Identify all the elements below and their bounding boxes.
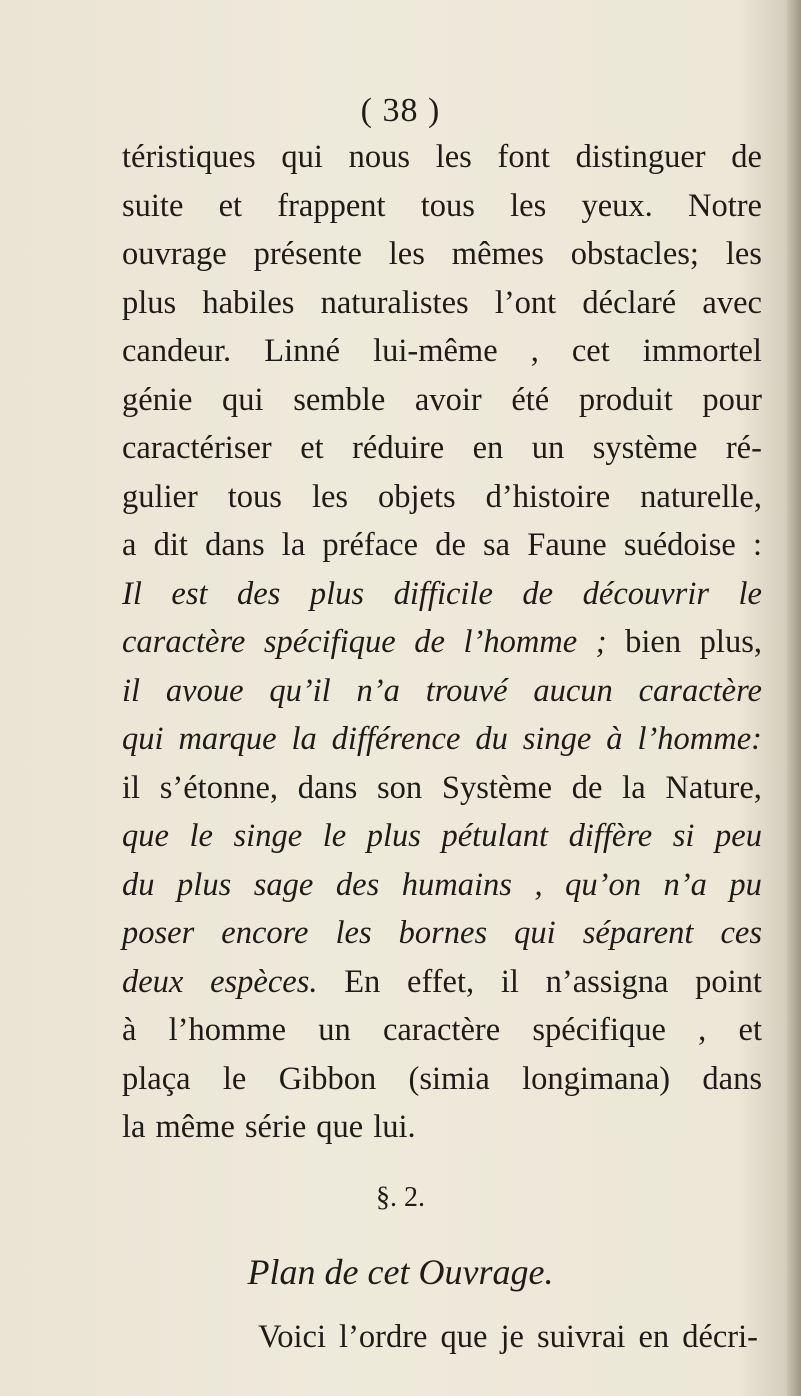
word: et xyxy=(300,430,324,466)
word: les xyxy=(335,915,372,951)
word: deux xyxy=(122,963,184,1000)
word: déclaré xyxy=(582,284,677,321)
word: immortel xyxy=(642,333,762,369)
word: mêmes xyxy=(451,236,544,272)
word: pu xyxy=(729,866,762,903)
word: bornes xyxy=(398,915,488,951)
word: diffère xyxy=(568,818,653,854)
text-line xyxy=(122,521,762,570)
word: pétulant xyxy=(441,818,548,854)
section-title: Plan de cet Ouvrage. xyxy=(247,1252,554,1292)
word: le xyxy=(738,575,762,612)
word: plus xyxy=(366,818,421,854)
word: effet, xyxy=(407,963,475,1000)
word: spécifique xyxy=(263,624,396,660)
word: tous xyxy=(227,478,282,515)
word: Faune xyxy=(527,527,607,563)
word: , xyxy=(698,1012,707,1048)
word: Nature, xyxy=(665,769,762,806)
word: avec xyxy=(702,284,762,321)
text-line xyxy=(122,1006,762,1055)
word: décri- xyxy=(682,1319,758,1355)
word: que xyxy=(122,818,169,854)
text-line xyxy=(122,424,762,473)
text-line xyxy=(122,667,762,716)
word: espèces. xyxy=(210,963,318,1000)
word: si xyxy=(672,818,695,854)
word: de xyxy=(414,624,445,660)
word: suédoise xyxy=(623,527,736,563)
word: point xyxy=(695,963,762,1000)
text-line xyxy=(122,715,762,764)
word: habiles xyxy=(202,284,295,321)
word: sa xyxy=(483,527,511,563)
word: ; xyxy=(595,624,607,660)
word: naturalistes xyxy=(320,284,469,321)
word: les xyxy=(510,187,547,224)
word: Gibbon xyxy=(278,1060,377,1097)
word: humains xyxy=(401,866,512,903)
word: plus xyxy=(122,284,177,321)
text-line xyxy=(122,958,762,1007)
word: avoir xyxy=(414,381,482,418)
word: dans xyxy=(205,527,265,563)
word: naturelle, xyxy=(640,478,762,515)
word: n’a xyxy=(663,866,707,903)
word: le xyxy=(322,818,347,854)
word: tous xyxy=(420,187,475,224)
word: les xyxy=(388,236,425,272)
word: l’ordre xyxy=(339,1319,428,1355)
word: série xyxy=(244,1109,307,1145)
word: découvrir xyxy=(582,575,709,612)
word: est xyxy=(171,575,208,612)
text-line xyxy=(122,812,762,861)
word: séparent xyxy=(582,915,694,951)
word: et xyxy=(218,187,243,224)
word: longimana) xyxy=(522,1060,671,1097)
word: marque xyxy=(178,721,277,757)
word: du xyxy=(122,866,155,903)
word: plus xyxy=(309,575,365,612)
word: qui xyxy=(222,381,264,418)
word: des xyxy=(335,866,380,903)
word: Système xyxy=(441,769,553,806)
word: à xyxy=(122,1012,137,1048)
word: un xyxy=(318,1012,351,1048)
continuation-line xyxy=(258,1319,758,1356)
word: cet xyxy=(571,333,610,369)
word: a xyxy=(122,527,137,563)
word: il xyxy=(122,672,141,709)
word: à xyxy=(606,721,623,757)
text-line xyxy=(122,764,762,813)
word: l’homme: xyxy=(637,721,762,757)
word: dit xyxy=(153,527,188,563)
text-line xyxy=(122,570,762,619)
text-line xyxy=(122,1103,762,1152)
word: distinguer xyxy=(575,139,706,175)
word: En xyxy=(344,963,381,1000)
word: sage xyxy=(253,866,314,903)
word: le xyxy=(189,818,213,854)
word: qui xyxy=(122,721,164,757)
word: obstacles; xyxy=(570,236,699,272)
word: génie xyxy=(122,381,193,418)
word: un xyxy=(531,430,565,466)
word: caractère xyxy=(122,624,246,660)
word: Voici xyxy=(258,1319,327,1355)
word: n’a xyxy=(356,672,400,709)
word: pour xyxy=(702,381,762,418)
word: nous xyxy=(348,139,410,175)
word: (simia xyxy=(408,1060,490,1097)
word: caractère xyxy=(638,672,762,709)
word: semble xyxy=(293,381,386,418)
text-line xyxy=(122,279,762,328)
word: même xyxy=(155,1109,235,1145)
word: suite xyxy=(122,187,184,224)
word: téristiques xyxy=(122,139,256,175)
word: différence xyxy=(331,721,461,757)
word: le xyxy=(222,1060,247,1097)
word: font xyxy=(497,139,550,175)
section-mark: §. 2. xyxy=(376,1182,425,1213)
word: de xyxy=(731,139,762,175)
word: les xyxy=(435,139,472,175)
word: bien xyxy=(625,624,682,660)
word: Il xyxy=(122,575,142,612)
word: produit xyxy=(578,381,673,418)
word: ces xyxy=(720,915,762,951)
word: que xyxy=(440,1319,488,1355)
word: les xyxy=(311,478,349,515)
word: l’homme xyxy=(463,624,578,660)
word: spécifique xyxy=(532,1012,666,1048)
word: dans xyxy=(297,769,358,806)
body-text xyxy=(122,133,762,1152)
word: je xyxy=(500,1319,524,1355)
word: encore xyxy=(221,915,309,951)
word: et xyxy=(738,1012,762,1048)
word: d’histoire xyxy=(485,478,611,515)
word: la xyxy=(122,1109,146,1145)
word: s’étonne, xyxy=(159,769,279,806)
word: été xyxy=(511,381,550,418)
word: : xyxy=(752,527,762,563)
word: Notre xyxy=(687,187,762,224)
text-line xyxy=(122,182,762,231)
word: lui-même xyxy=(373,333,498,369)
word: réduire xyxy=(352,430,445,466)
text-line xyxy=(122,909,762,958)
word: qu’on xyxy=(565,866,641,903)
word: objets xyxy=(378,478,456,515)
word: gulier xyxy=(122,478,198,515)
word: avoue xyxy=(165,672,244,709)
text-line xyxy=(122,473,762,522)
word: la xyxy=(281,527,306,563)
word: du xyxy=(475,721,508,757)
word: qui xyxy=(514,915,556,951)
word: la xyxy=(622,769,646,806)
word: peu xyxy=(715,818,762,854)
text-line xyxy=(122,133,762,182)
word: caractère xyxy=(382,1012,501,1048)
word: l’ont xyxy=(494,284,557,321)
word: plus xyxy=(177,866,232,903)
page-number: ( 38 ) xyxy=(360,92,441,129)
word: système xyxy=(592,430,698,466)
word: qui xyxy=(281,139,323,175)
word: que xyxy=(316,1109,364,1145)
text-line xyxy=(122,618,762,667)
word: de xyxy=(571,769,603,806)
word: des xyxy=(237,575,281,612)
word: singe xyxy=(522,721,592,757)
text-line xyxy=(122,230,762,279)
word: lui. xyxy=(373,1109,416,1145)
word: préface xyxy=(322,527,419,563)
word: , xyxy=(530,333,539,369)
text-line xyxy=(122,376,762,425)
word: plus, xyxy=(699,624,762,660)
word: yeux. xyxy=(581,187,653,224)
word: il xyxy=(500,963,519,1000)
word: la xyxy=(291,721,317,757)
word: difficile xyxy=(393,575,493,612)
word: ouvrage xyxy=(122,236,227,272)
word: singe xyxy=(233,818,303,854)
word: présente xyxy=(253,236,362,272)
word: il xyxy=(122,769,141,806)
text-line xyxy=(122,327,762,376)
word: Linné xyxy=(264,333,341,369)
word: ré- xyxy=(725,430,762,466)
word: caractériser xyxy=(122,430,272,466)
word: frappent xyxy=(277,187,386,224)
word: son xyxy=(377,769,423,806)
word: l’homme xyxy=(168,1012,286,1048)
text-line xyxy=(122,1055,762,1104)
word: suivrai xyxy=(536,1319,626,1355)
word: de xyxy=(522,575,554,612)
word: dans xyxy=(702,1060,762,1097)
word: les xyxy=(725,236,762,272)
word: candeur. xyxy=(122,333,232,369)
text-line xyxy=(122,861,762,910)
word: de xyxy=(435,527,466,563)
word: plaça xyxy=(122,1060,191,1097)
word: qu’il xyxy=(269,672,331,709)
word: poser xyxy=(122,915,195,951)
word: en xyxy=(472,430,504,466)
word: n’assigna xyxy=(545,963,669,1000)
word: trouvé xyxy=(425,672,508,709)
word: en xyxy=(638,1319,670,1355)
word: , xyxy=(534,866,543,903)
word: aucun xyxy=(533,672,613,709)
